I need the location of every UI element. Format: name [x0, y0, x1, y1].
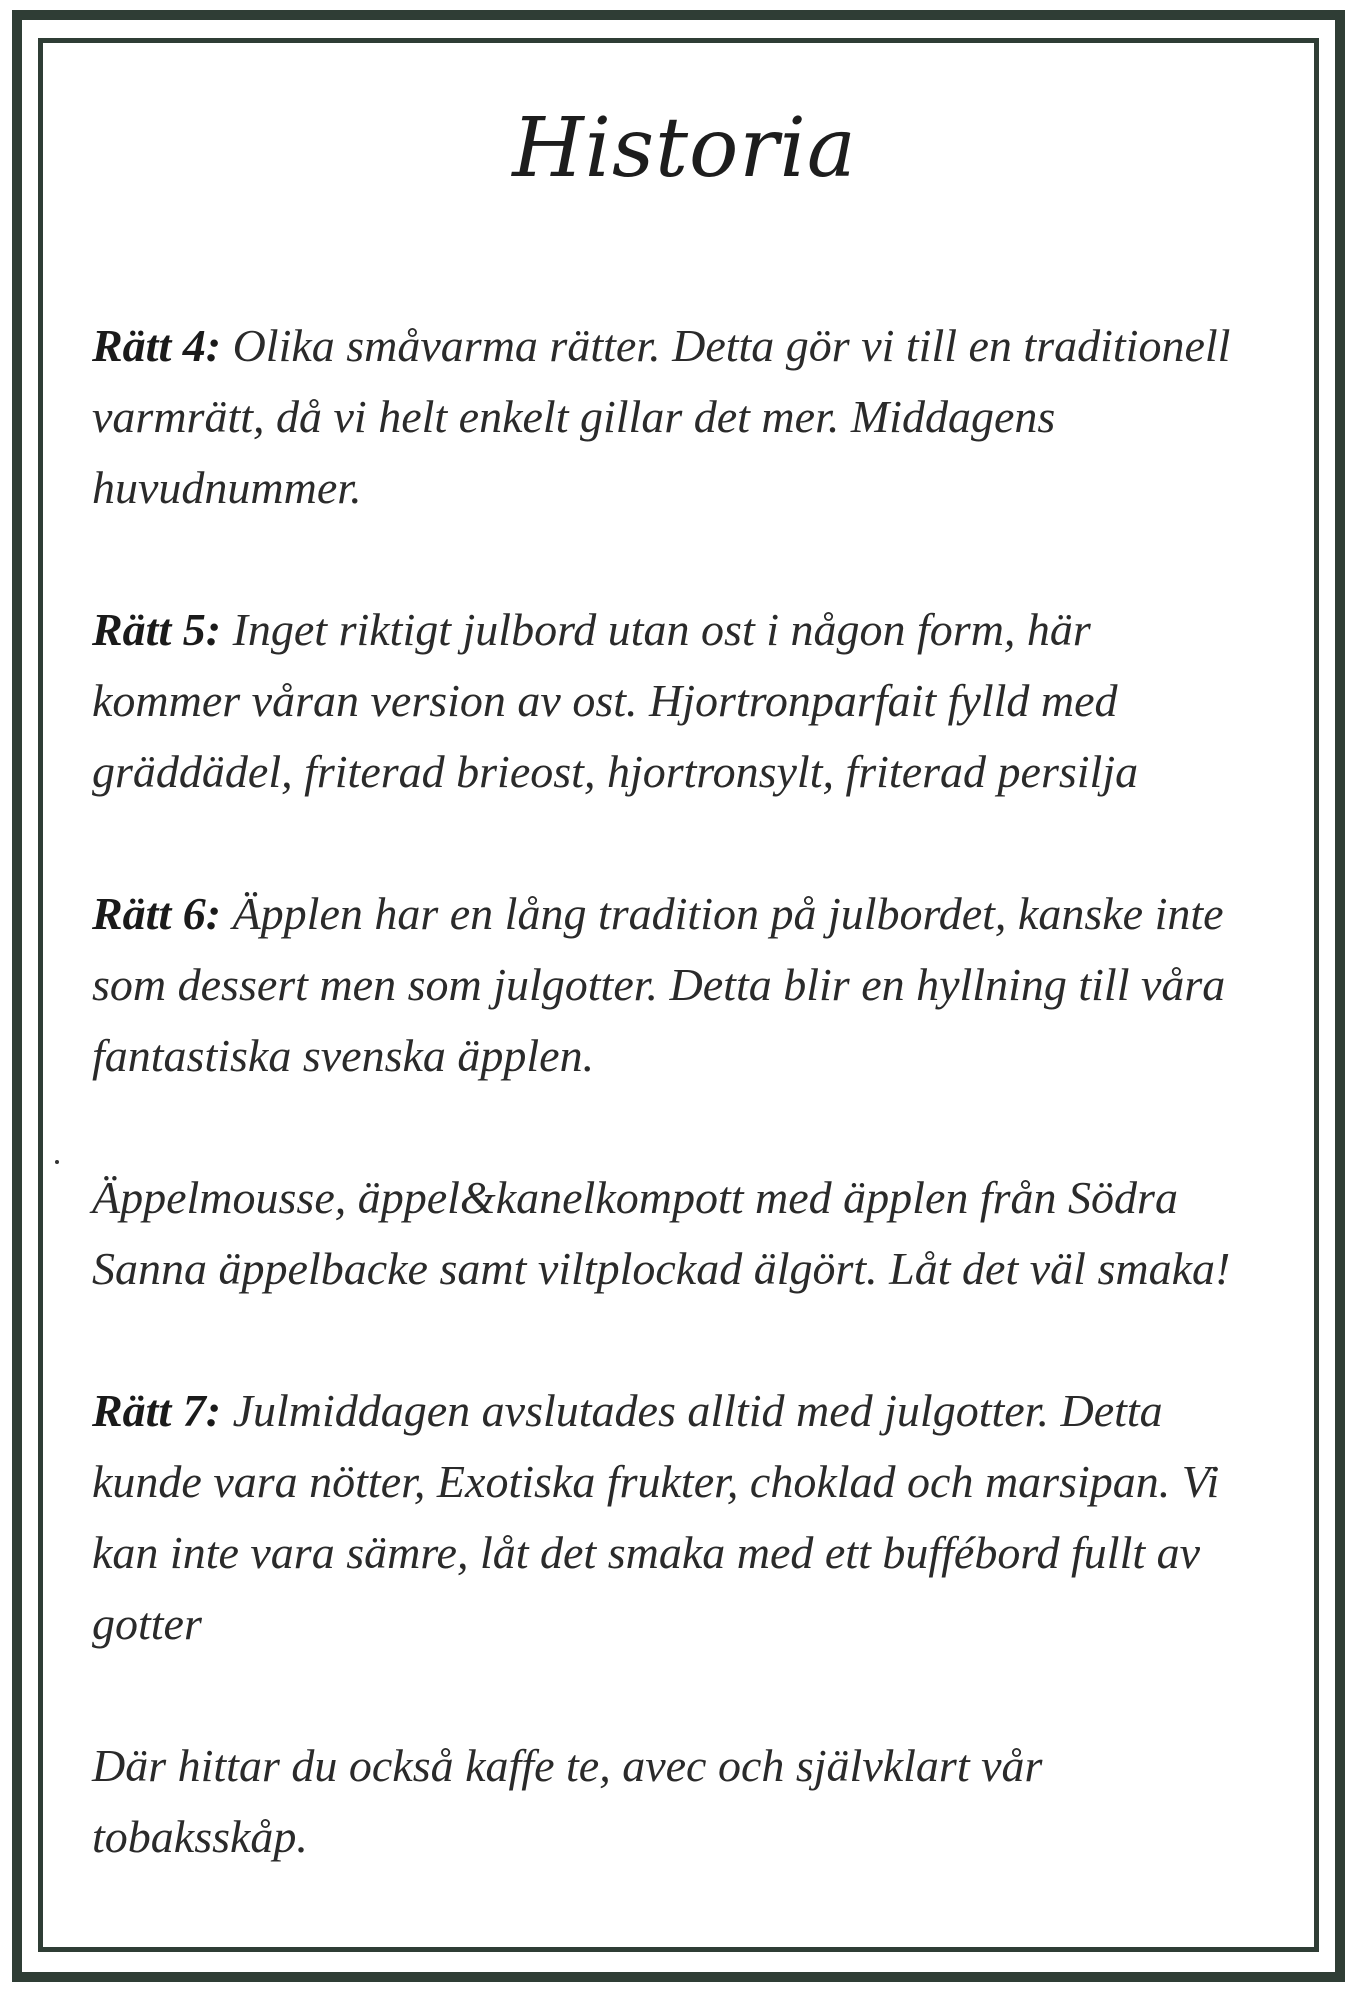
course-description: Äpplen har en lång tradition på julbordet, kanske inte som dessert men som julgotter. Detta blir en hyllning till våra fantastiska svenska äpplen.: [92, 888, 1226, 1081]
page-title: Historia: [512, 101, 857, 196]
course-label: Rätt 4:: [92, 320, 222, 371]
course-description: Olika småvarma rätter. Detta gör vi till en traditionell varmrätt, då vi helt enkelt gillar det mer. Middagens huvudnummer.: [92, 320, 1231, 513]
paragraph-course-7: [92, 1375, 1252, 1659]
course-label: Rätt 6:: [92, 888, 222, 939]
course-description: Inget riktigt julbord utan ost i någon form, här kommer våran version av ost. Hjortronparfait fylld med gräddädel, friterad brieost, hjortronsylt, friterad persilja: [92, 604, 1139, 797]
course-description: Julmiddagen avslutades alltid med julgotter. Detta kunde vara nötter, Exotiska frukter, choklad och marsipan. Vi kan inte vara sämre, låt det smaka med ett buffébord fullt av gotter: [92, 1385, 1220, 1649]
paragraph-course-5: [92, 594, 1242, 807]
paragraph-course-4: [92, 310, 1252, 523]
print-speck: [55, 1160, 59, 1164]
course-label: Rätt 7:: [92, 1385, 222, 1436]
paragraph-coffee: [92, 1730, 1212, 1872]
course-label: Rätt 5:: [92, 604, 222, 655]
history-text: [92, 310, 1292, 1872]
paragraph-apple-dessert: [92, 1162, 1252, 1304]
paragraph-course-6: [92, 878, 1272, 1091]
course-description: Äppelmousse, äppel&kanelkompott med äpplen från Södra Sanna äppelbacke samt viltplockad älgört. Låt det väl smaka!: [92, 1172, 1231, 1294]
course-description: Där hittar du också kaffe te, avec och självklart vår tobaksskåp.: [92, 1740, 1043, 1862]
